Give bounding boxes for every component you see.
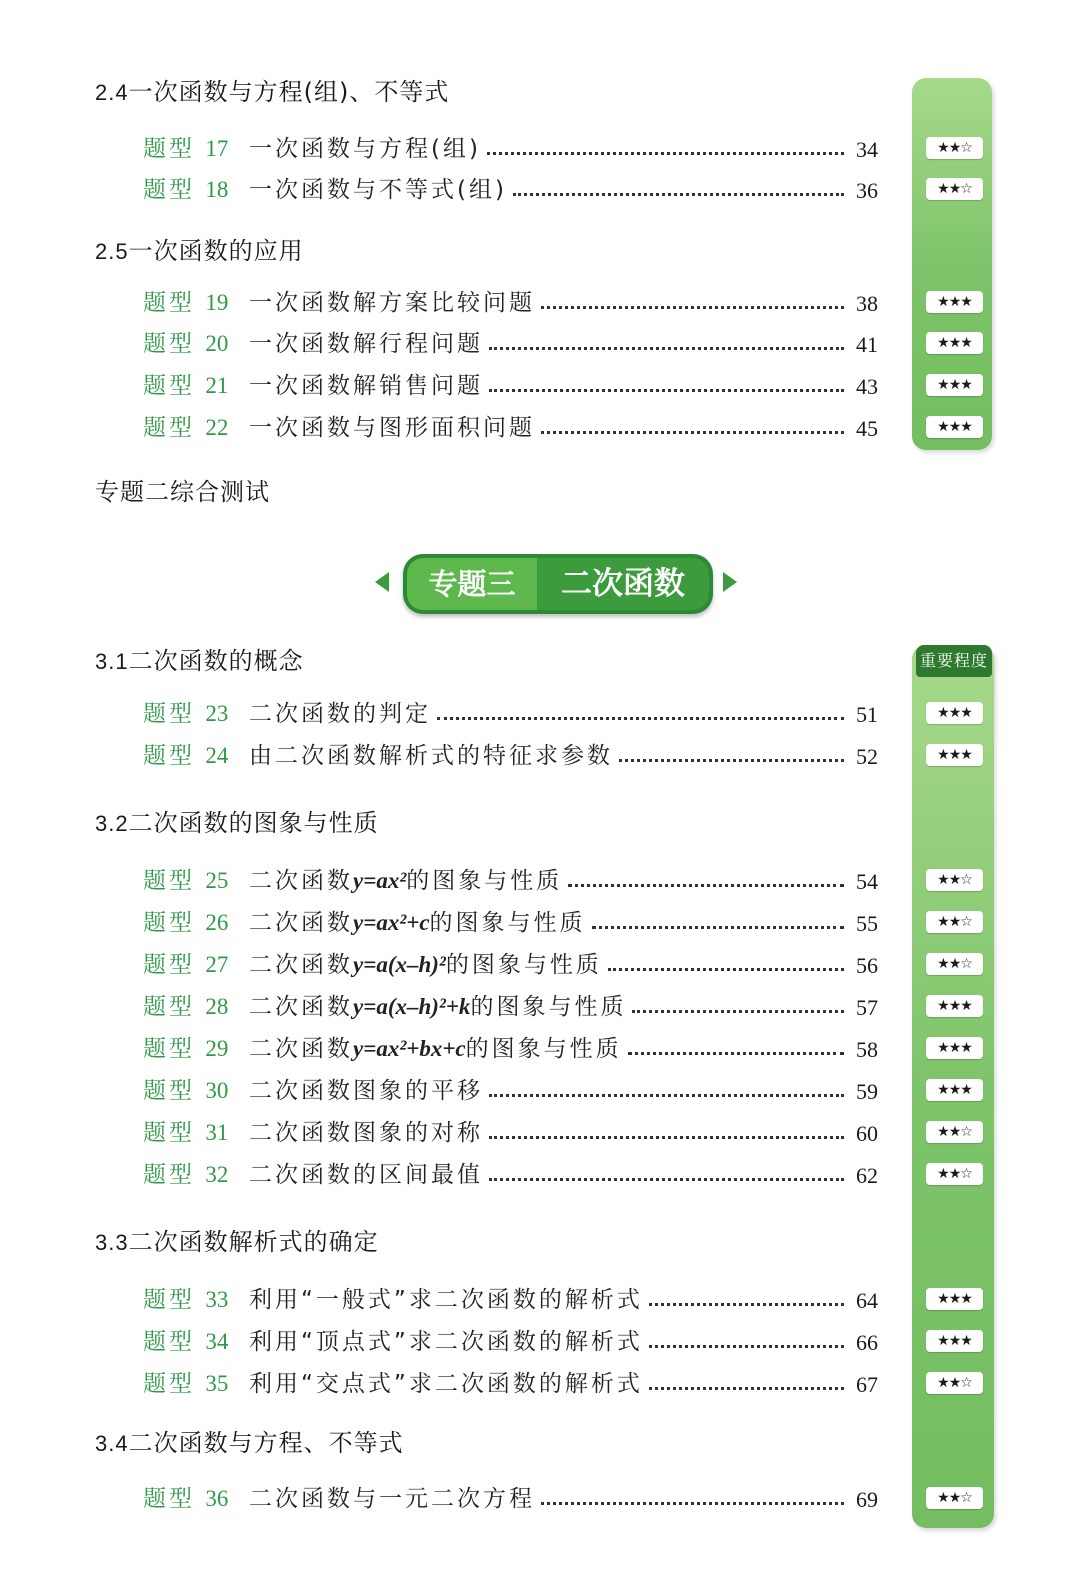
row-type-label: 题型 17 bbox=[143, 136, 229, 162]
row-type-label: 题型 36 bbox=[143, 1486, 229, 1512]
triangle-left-icon bbox=[375, 572, 389, 592]
toc-row[interactable] bbox=[143, 1069, 878, 1105]
row-page-number: 56 bbox=[856, 953, 878, 978]
row-number: 26 bbox=[205, 910, 229, 935]
row-page-number: 66 bbox=[856, 1330, 878, 1355]
row-page-number: 38 bbox=[856, 291, 878, 316]
row-type-label: 题型 29 bbox=[143, 1036, 229, 1062]
row-title-text: 利用“一般式”求二次函数的解析式 bbox=[249, 1287, 643, 1313]
row-page-number: 45 bbox=[856, 416, 878, 441]
section-heading-3-3: 3.3二次函数解析式的确定 bbox=[95, 1228, 379, 1256]
banner-chapter-label: 专题三 bbox=[407, 558, 537, 610]
row-title bbox=[249, 367, 483, 400]
star-rating-badge: ★★☆ bbox=[926, 1487, 983, 1509]
toc-row[interactable] bbox=[143, 1111, 878, 1147]
star-rating-badge: ★★★ bbox=[926, 1037, 983, 1059]
row-title-suffix: 的图象与性质 bbox=[470, 994, 627, 1020]
row-page-number: 57 bbox=[856, 995, 878, 1020]
star-rating-badge: ★★★ bbox=[926, 1079, 983, 1101]
toc-row[interactable] bbox=[143, 127, 878, 163]
row-title-text: 利用“交点式”求二次函数的解析式 bbox=[249, 1371, 643, 1397]
section-heading-3-2: 3.2二次函数的图象与性质 bbox=[95, 809, 379, 837]
star-rating-badge: ★★☆ bbox=[926, 911, 983, 933]
row-title-text: 一次函数解方案比较问题 bbox=[249, 290, 535, 316]
star-rating-badge: ★★★ bbox=[926, 332, 983, 354]
toc-row[interactable] bbox=[143, 734, 878, 770]
leader-dots bbox=[649, 1387, 844, 1390]
row-page-number: 51 bbox=[856, 702, 878, 727]
row-number: 23 bbox=[205, 701, 229, 726]
row-page-number: 36 bbox=[856, 178, 878, 203]
toc-row[interactable] bbox=[143, 1362, 878, 1398]
row-title bbox=[249, 1072, 483, 1105]
row-type-label: 题型 20 bbox=[143, 331, 229, 357]
row-title-text: 二次函数图象的平移 bbox=[249, 1078, 483, 1104]
row-number: 31 bbox=[205, 1120, 229, 1145]
toc-row[interactable] bbox=[143, 1027, 878, 1063]
star-rating-badge: ★★☆ bbox=[926, 178, 983, 200]
toc-row[interactable] bbox=[143, 943, 878, 979]
row-title bbox=[249, 1114, 483, 1147]
star-rating-badge: ★★☆ bbox=[926, 1372, 983, 1394]
row-title bbox=[249, 946, 602, 979]
row-title bbox=[249, 737, 613, 770]
row-page-number: 69 bbox=[856, 1487, 878, 1512]
leader-dots bbox=[649, 1303, 844, 1306]
row-type-label: 题型 28 bbox=[143, 994, 229, 1020]
section-heading-2-4: 2.4一次函数与方程(组)、不等式 bbox=[95, 78, 450, 106]
row-title bbox=[249, 1480, 535, 1513]
chapter-banner bbox=[403, 554, 713, 614]
row-title-prefix: 二次函数 bbox=[249, 1036, 353, 1062]
star-rating-badge: ★★★ bbox=[926, 744, 983, 766]
toc-row[interactable] bbox=[143, 1320, 878, 1356]
row-page-number: 41 bbox=[856, 332, 878, 357]
row-page-number: 55 bbox=[856, 911, 878, 936]
star-rating-badge: ★★★ bbox=[926, 374, 983, 396]
section-heading-3-1: 3.1二次函数的概念 bbox=[95, 647, 304, 675]
leader-dots bbox=[541, 306, 844, 309]
leader-dots bbox=[437, 717, 844, 720]
row-title-prefix: 二次函数 bbox=[249, 910, 353, 936]
leader-dots bbox=[489, 1094, 844, 1097]
row-type-label: 题型 18 bbox=[143, 177, 229, 203]
row-type-label: 题型 22 bbox=[143, 415, 229, 441]
row-number: 18 bbox=[205, 177, 229, 202]
row-title bbox=[249, 695, 431, 728]
row-number: 33 bbox=[205, 1287, 229, 1312]
row-number: 27 bbox=[205, 952, 229, 977]
row-formula: y=a(x–h)²+k bbox=[353, 994, 471, 1019]
row-type-label: 题型 31 bbox=[143, 1120, 229, 1146]
row-title bbox=[249, 1323, 643, 1356]
star-rating-badge: ★★★ bbox=[926, 702, 983, 724]
row-title-text: 一次函数与不等式(组) bbox=[249, 177, 507, 203]
row-title-text: 二次函数图象的对称 bbox=[249, 1120, 483, 1146]
row-number: 35 bbox=[205, 1371, 229, 1396]
toc-row[interactable] bbox=[143, 364, 878, 400]
row-type-label: 题型 27 bbox=[143, 952, 229, 978]
row-type-label: 题型 24 bbox=[143, 743, 229, 769]
row-title-text: 二次函数与一元二次方程 bbox=[249, 1486, 535, 1512]
star-rating-badge: ★★☆ bbox=[926, 869, 983, 891]
row-formula: y=ax²+bx+c bbox=[353, 1036, 466, 1061]
row-number: 34 bbox=[205, 1329, 229, 1354]
leader-dots bbox=[541, 1502, 844, 1505]
section-heading-2-5: 2.5一次函数的应用 bbox=[95, 237, 304, 265]
row-title-suffix: 的图象与性质 bbox=[465, 1036, 622, 1062]
row-number: 25 bbox=[205, 868, 229, 893]
row-title bbox=[249, 1365, 643, 1398]
toc-row[interactable] bbox=[143, 859, 878, 895]
star-rating-badge: ★★★ bbox=[926, 416, 983, 438]
star-rating-badge: ★★☆ bbox=[926, 137, 983, 159]
row-title-text: 一次函数与图形面积问题 bbox=[249, 415, 535, 441]
leader-dots bbox=[592, 926, 844, 929]
leader-dots bbox=[632, 1010, 844, 1013]
leader-dots bbox=[608, 968, 844, 971]
row-title-prefix: 二次函数 bbox=[249, 994, 353, 1020]
leader-dots bbox=[513, 193, 844, 196]
leader-dots bbox=[487, 152, 844, 155]
row-formula: y=a(x–h)² bbox=[353, 952, 446, 977]
row-title-suffix: 的图象与性质 bbox=[406, 868, 563, 894]
row-number: 17 bbox=[205, 136, 229, 161]
leader-dots bbox=[489, 389, 844, 392]
toc-row[interactable] bbox=[143, 406, 878, 442]
row-type-label: 题型 34 bbox=[143, 1329, 229, 1355]
star-rating-badge: ★★☆ bbox=[926, 953, 983, 975]
row-title-prefix: 二次函数 bbox=[249, 868, 353, 894]
row-number: 24 bbox=[205, 743, 229, 768]
star-rating-badge: ★★★ bbox=[926, 1330, 983, 1352]
row-number: 19 bbox=[205, 290, 229, 315]
row-number: 20 bbox=[205, 331, 229, 356]
toc-row[interactable] bbox=[143, 985, 878, 1021]
leader-dots bbox=[628, 1052, 844, 1055]
row-number: 22 bbox=[205, 415, 229, 440]
row-title bbox=[249, 862, 562, 895]
row-type-label: 题型 26 bbox=[143, 910, 229, 936]
leader-dots bbox=[619, 759, 844, 762]
toc-row[interactable] bbox=[143, 1153, 878, 1189]
row-title bbox=[249, 171, 507, 204]
row-title-text: 利用“顶点式”求二次函数的解析式 bbox=[249, 1329, 643, 1355]
row-formula: y=ax² bbox=[353, 868, 407, 893]
row-number: 36 bbox=[205, 1486, 229, 1511]
row-title-text: 一次函数解销售问题 bbox=[249, 373, 483, 399]
section-heading-3-4: 3.4二次函数与方程、不等式 bbox=[95, 1429, 404, 1457]
row-page-number: 67 bbox=[856, 1372, 878, 1397]
row-title-suffix: 的图象与性质 bbox=[429, 910, 586, 936]
row-page-number: 58 bbox=[856, 1037, 878, 1062]
leader-dots bbox=[541, 431, 844, 434]
leader-dots bbox=[649, 1345, 844, 1348]
toc-row[interactable] bbox=[143, 281, 878, 317]
row-title-text: 由二次函数解析式的特征求参数 bbox=[249, 743, 613, 769]
leader-dots bbox=[568, 884, 844, 887]
row-title bbox=[249, 988, 626, 1021]
row-title-text: 二次函数的判定 bbox=[249, 701, 431, 727]
star-rating-badge: ★★★ bbox=[926, 1288, 983, 1310]
row-number: 21 bbox=[205, 373, 229, 398]
row-title-text: 二次函数的区间最值 bbox=[249, 1162, 483, 1188]
leader-dots bbox=[489, 1178, 844, 1181]
toc-row[interactable] bbox=[143, 1477, 878, 1513]
star-rating-badge: ★★☆ bbox=[926, 1121, 983, 1143]
leader-dots bbox=[489, 347, 844, 350]
row-page-number: 59 bbox=[856, 1079, 878, 1104]
row-title bbox=[249, 130, 481, 163]
section-heading-test: 专题二综合测试 bbox=[95, 478, 270, 506]
toc-row[interactable] bbox=[143, 692, 878, 728]
toc-row[interactable] bbox=[143, 322, 878, 358]
toc-row[interactable] bbox=[143, 901, 878, 937]
row-page-number: 54 bbox=[856, 869, 878, 894]
row-page-number: 34 bbox=[856, 137, 878, 162]
star-rating-badge: ★★★ bbox=[926, 995, 983, 1017]
row-title bbox=[249, 904, 586, 937]
row-number: 32 bbox=[205, 1162, 229, 1187]
row-type-label: 题型 33 bbox=[143, 1287, 229, 1313]
row-page-number: 43 bbox=[856, 374, 878, 399]
triangle-right-icon bbox=[723, 572, 737, 592]
star-rating-badge: ★★★ bbox=[926, 291, 983, 313]
row-number: 28 bbox=[205, 994, 229, 1019]
row-type-label: 题型 30 bbox=[143, 1078, 229, 1104]
row-number: 30 bbox=[205, 1078, 229, 1103]
row-number: 29 bbox=[205, 1036, 229, 1061]
row-type-label: 题型 32 bbox=[143, 1162, 229, 1188]
row-title bbox=[249, 284, 535, 317]
row-page-number: 52 bbox=[856, 744, 878, 769]
row-type-label: 题型 25 bbox=[143, 868, 229, 894]
row-title bbox=[249, 1030, 622, 1063]
toc-row[interactable] bbox=[143, 1278, 878, 1314]
leader-dots bbox=[489, 1136, 844, 1139]
row-title-suffix: 的图象与性质 bbox=[445, 952, 602, 978]
row-type-label: 题型 23 bbox=[143, 701, 229, 727]
importance-label: 重要程度 bbox=[916, 645, 992, 677]
row-formula: y=ax²+c bbox=[353, 910, 430, 935]
row-title bbox=[249, 1156, 483, 1189]
row-title-prefix: 二次函数 bbox=[249, 952, 353, 978]
row-type-label: 题型 21 bbox=[143, 373, 229, 399]
row-title bbox=[249, 409, 535, 442]
row-page-number: 64 bbox=[856, 1288, 878, 1313]
row-type-label: 题型 19 bbox=[143, 290, 229, 316]
row-type-label: 题型 35 bbox=[143, 1371, 229, 1397]
star-rating-badge: ★★☆ bbox=[926, 1163, 983, 1185]
row-page-number: 60 bbox=[856, 1121, 878, 1146]
banner-chapter-title: 二次函数 bbox=[537, 558, 709, 610]
toc-row[interactable] bbox=[143, 168, 878, 204]
row-title-text: 一次函数解行程问题 bbox=[249, 331, 483, 357]
row-title-text: 一次函数与方程(组) bbox=[249, 136, 481, 162]
row-title bbox=[249, 1281, 643, 1314]
row-title bbox=[249, 325, 483, 358]
row-page-number: 62 bbox=[856, 1163, 878, 1188]
